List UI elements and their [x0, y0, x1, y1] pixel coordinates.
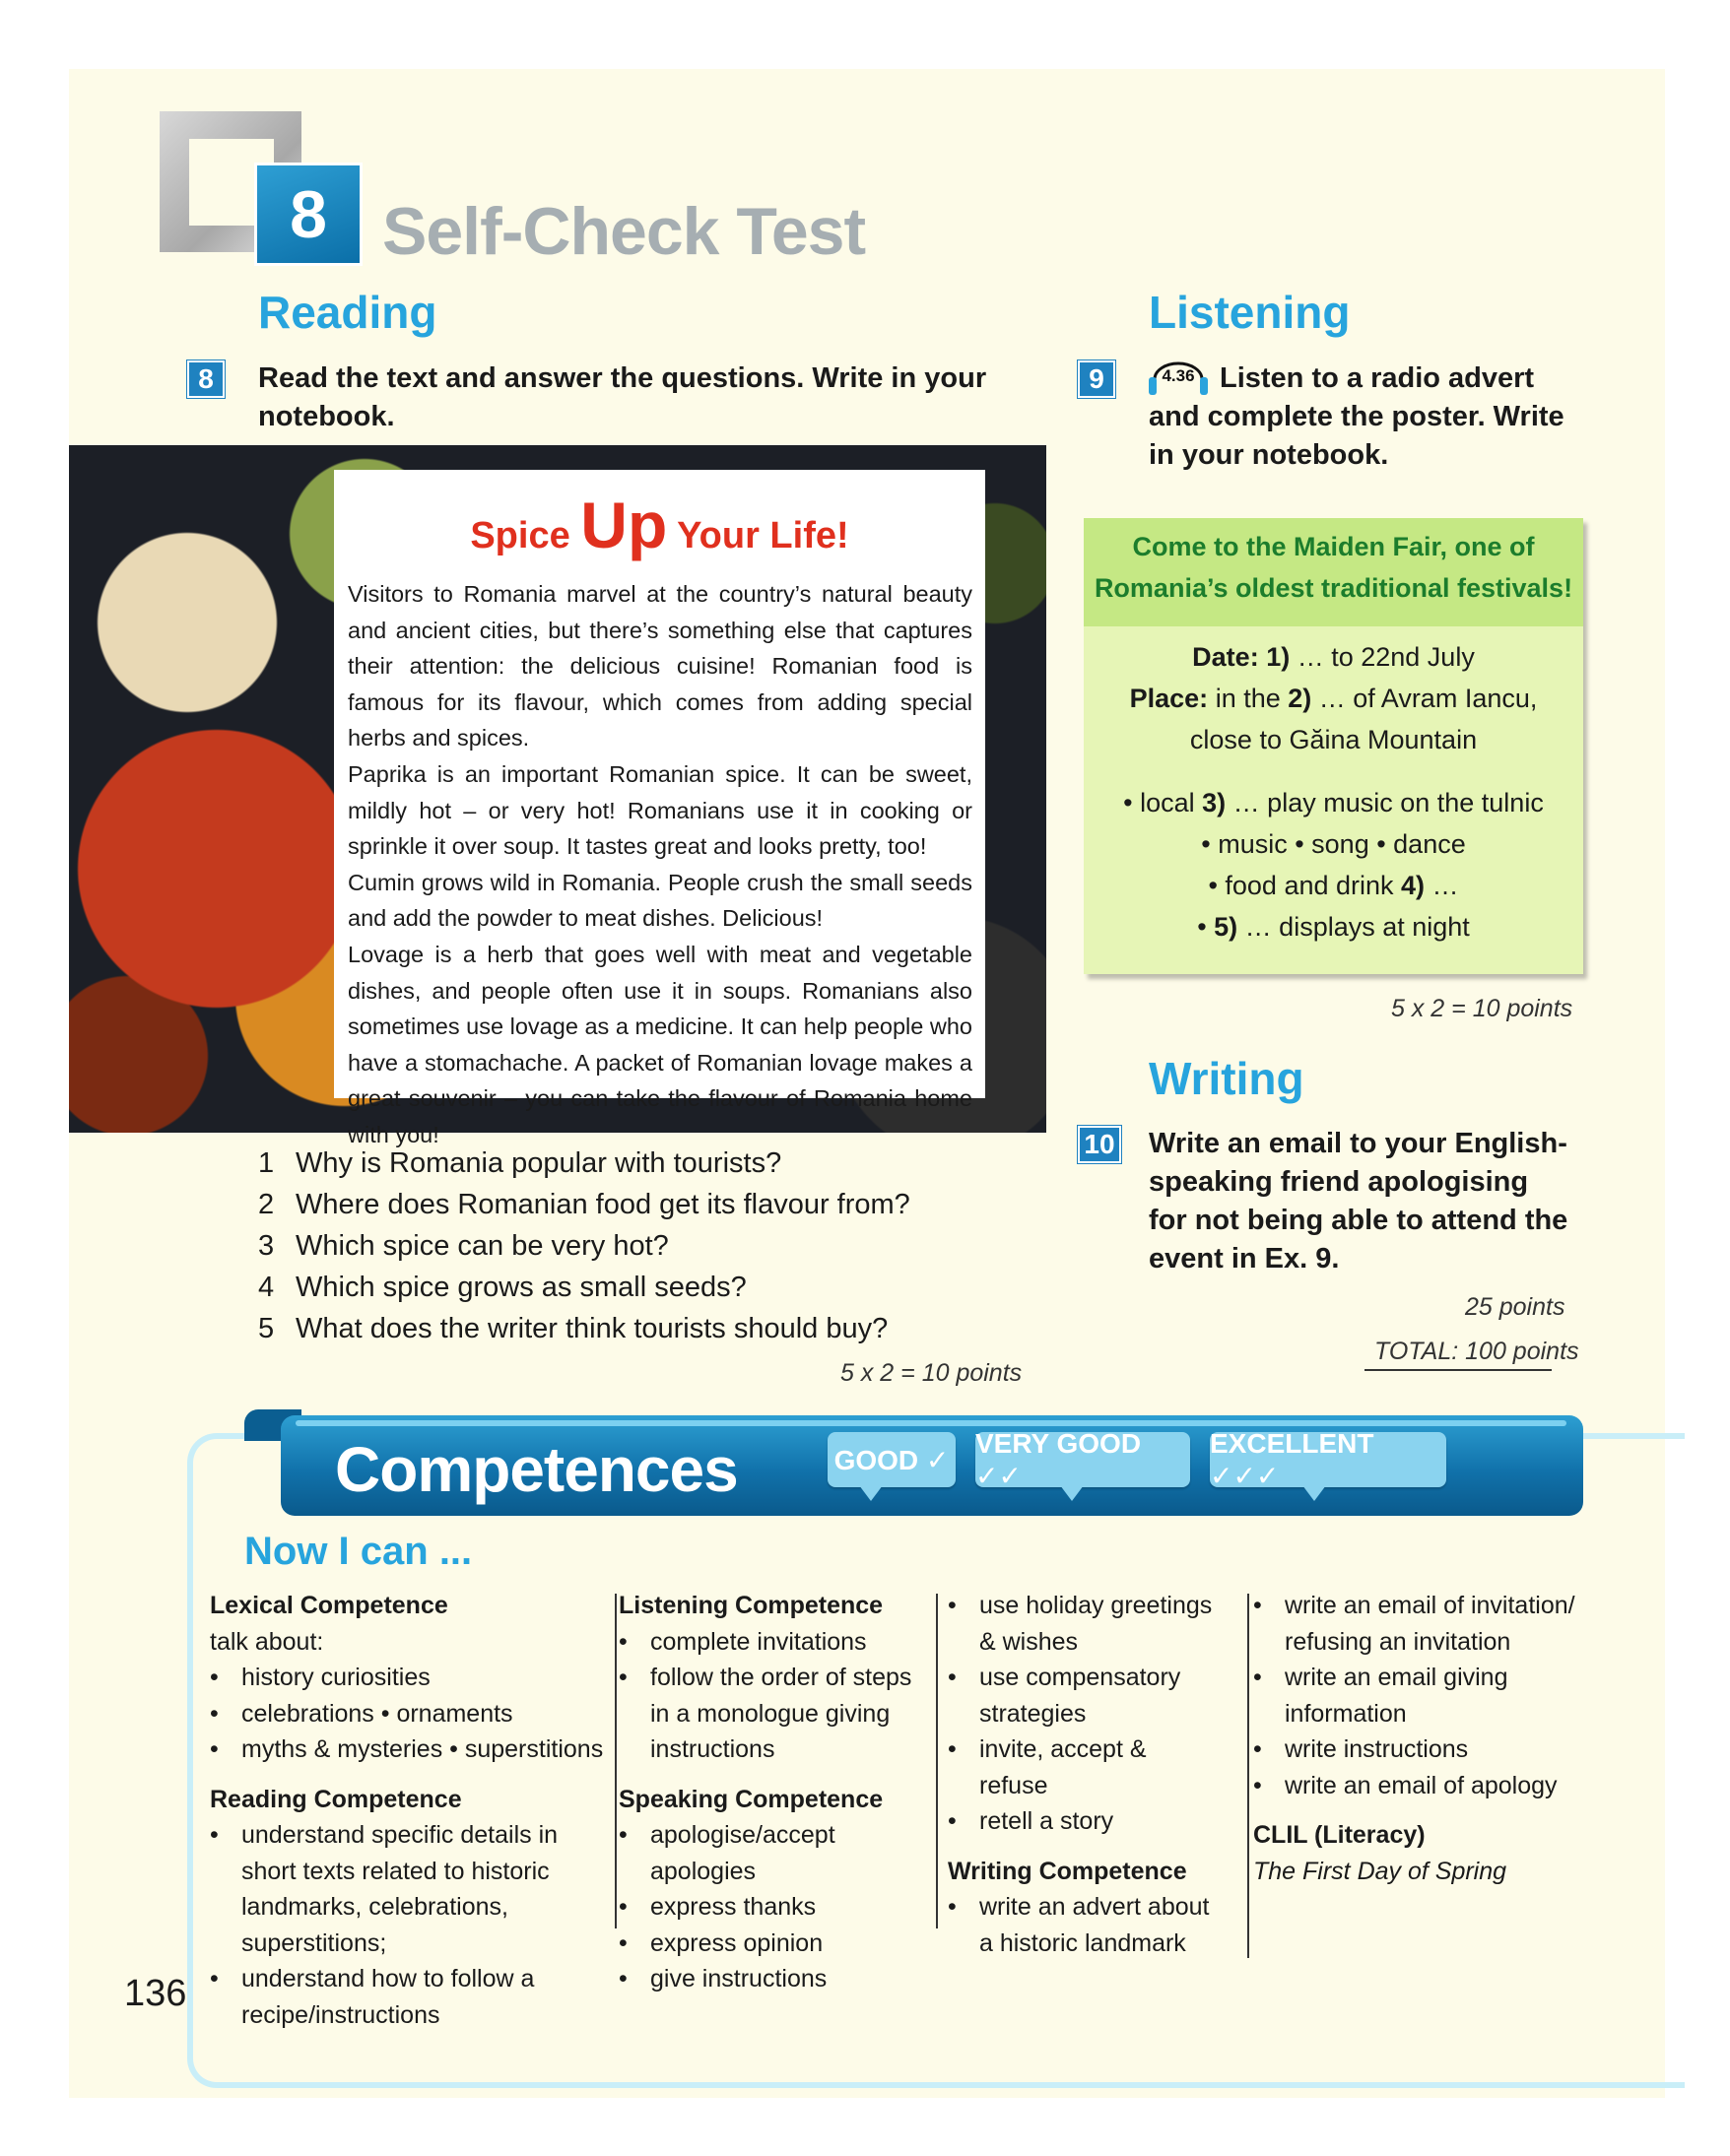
exercise-number-9: 9 [1078, 360, 1115, 398]
writing-points: 25 points [1465, 1293, 1565, 1321]
column-divider [1247, 1594, 1249, 1958]
clil-text: The First Day of Spring [1253, 1857, 1507, 1885]
list-item: • follow the order of steps in a monologue giving instructions [619, 1664, 912, 1763]
unit-number-badge: 8 [254, 163, 363, 266]
reading-points: 5 x 2 = 10 points [840, 1359, 1023, 1387]
audio-track-label: 4.36 [1162, 366, 1195, 385]
listening-heading: Listening [1149, 287, 1351, 338]
list-item: • myths & mysteries • superstitions [210, 1735, 604, 1763]
lexical-intro: talk about: [210, 1627, 324, 1656]
exercise-number-10: 10 [1078, 1126, 1121, 1163]
list-item: • give instructions [619, 1965, 828, 1993]
question-item: 4 Which spice grows as small seeds? [258, 1272, 747, 1303]
list-item: • understand how to follow a recipe/instructions [210, 1965, 535, 2029]
article-paragraph: Cumin grows wild in Romania. People crush the small seeds and add the powder to meat dishes. Delicious! [348, 869, 972, 932]
competence-column-3 [948, 1588, 1214, 1961]
list-item: • understand specific details in short texts related to historic landmarks, celebrations, superstitions; [210, 1821, 559, 1957]
list-item: • write an email of invitation/ refusing an invitation [1253, 1592, 1575, 1656]
list-item: • write an email giving information [1253, 1664, 1508, 1728]
competences-title: Competences [335, 1434, 738, 1505]
listening-competence-heading: Listening Competence [619, 1592, 884, 1619]
article-paragraph: Visitors to Romania marvel at the country’s natural beauty and ancient cities, but there’s something else that captures their attention: the delicious cuisine! Romanian food is famous for its flavour, which comes from adding special herbs and spices. [348, 581, 972, 751]
total-points: TOTAL: 100 points [1374, 1338, 1579, 1365]
listening-points: 5 x 2 = 10 points [1391, 995, 1573, 1022]
list-item: • use holiday greetings & wishes [948, 1592, 1213, 1656]
column-divider [936, 1594, 938, 1928]
badge-excellent: EXCELLENT ✓✓✓ [1210, 1432, 1446, 1487]
competence-column-4 [1253, 1588, 1578, 1889]
list-item: • celebrations • ornaments [210, 1699, 513, 1728]
competence-column-1 [210, 1588, 604, 2033]
question-item: 5 What does the writer think tourists should buy? [258, 1313, 889, 1344]
poster-activities: • local 3) … play music on the tulnic • music • song • dance • food and drink 4) … • 5) … displays at night [1123, 788, 1544, 942]
column-divider [615, 1594, 617, 1928]
article-card [334, 470, 985, 1147]
list-item: • write an advert about a historic landmark [948, 1893, 1210, 1957]
now-i-can-heading: Now I can ... [244, 1530, 473, 1573]
list-item: • complete invitations [619, 1627, 867, 1656]
writing-heading: Writing [1149, 1053, 1304, 1104]
poster-heading: Come to the Maiden Fair, one of Romania’s oldest traditional festivals! [1094, 532, 1573, 603]
banner-highlight [296, 1420, 1566, 1426]
article-paragraph: Lovage is a herb that goes well with meat and vegetable dishes, and people often use it in soups. Romanians also sometimes use lovage as a medicine. It can help people who have a stomachache. A packet of Romanian lovage makes a great souvenir – you can take the flavour of Romania home with you! [348, 941, 972, 1147]
list-item: • apologise/accept apologies [619, 1821, 835, 1885]
badge-tail [1302, 1485, 1326, 1501]
article-paragraph: Paprika is an important Romanian spice. It can be sweet, mildly hot – or very hot! Romanians use it in cooking or sprinkle it over soup. It tastes great and looks pretty, too! [348, 760, 972, 860]
question-item: 3 Which spice can be very hot? [258, 1230, 669, 1262]
reading-instruction: Read the text and answer the questions. Write in your notebook. [258, 362, 987, 432]
list-item: • write an email of apology [1253, 1771, 1558, 1799]
question-item: 1 Why is Romania popular with tourists? [258, 1147, 782, 1179]
poster-details: Date: 1) … to 22nd July Place: in the 2) … of Avram Iancu, close to Găina Mountain [1129, 642, 1538, 754]
list-item: • express opinion [619, 1928, 824, 1957]
festival-poster [1084, 518, 1583, 974]
total-underline [1364, 1369, 1552, 1371]
clil-heading: CLIL (Literacy) [1253, 1821, 1426, 1849]
question-list [258, 1143, 910, 1349]
listening-instruction-line1: Listen to a radio advert [1220, 362, 1535, 394]
article-title: Spice Up Your Life! [470, 489, 849, 561]
list-item: • retell a story [948, 1807, 1114, 1835]
reading-heading: Reading [258, 287, 437, 338]
competence-column-2 [619, 1588, 934, 1997]
list-item: • history curiosities [210, 1664, 431, 1691]
speaking-competence-heading: Speaking Competence [619, 1785, 884, 1813]
article-body [348, 576, 972, 1153]
question-item: 2 Where does Romanian food get its flavour from? [258, 1189, 910, 1220]
badge-tail [1060, 1485, 1084, 1501]
page-title: Self-Check Test [382, 194, 866, 269]
badge-very-good: VERY GOOD ✓✓ [975, 1432, 1190, 1487]
page-number: 136 [124, 1973, 187, 2014]
writing-competence-heading: Writing Competence [948, 1857, 1187, 1885]
badge-tail [859, 1485, 883, 1501]
list-item: • use compensatory strategies [948, 1664, 1181, 1728]
list-item: • write instructions [1253, 1735, 1469, 1763]
reading-competence-heading: Reading Competence [210, 1785, 462, 1813]
lexical-heading: Lexical Competence [210, 1592, 448, 1619]
badge-good: GOOD ✓ [828, 1432, 956, 1487]
exercise-number-8: 8 [187, 360, 225, 398]
list-item: • invite, accept & refuse [948, 1735, 1147, 1799]
writing-instruction: Write an email to your English-speaking friend apologising for not being able to attend the event in Ex. 9. [1149, 1128, 1568, 1274]
listening-instruction-rest: and complete the poster. Write in your notebook. [1149, 401, 1564, 471]
list-item: • express thanks [619, 1893, 817, 1921]
